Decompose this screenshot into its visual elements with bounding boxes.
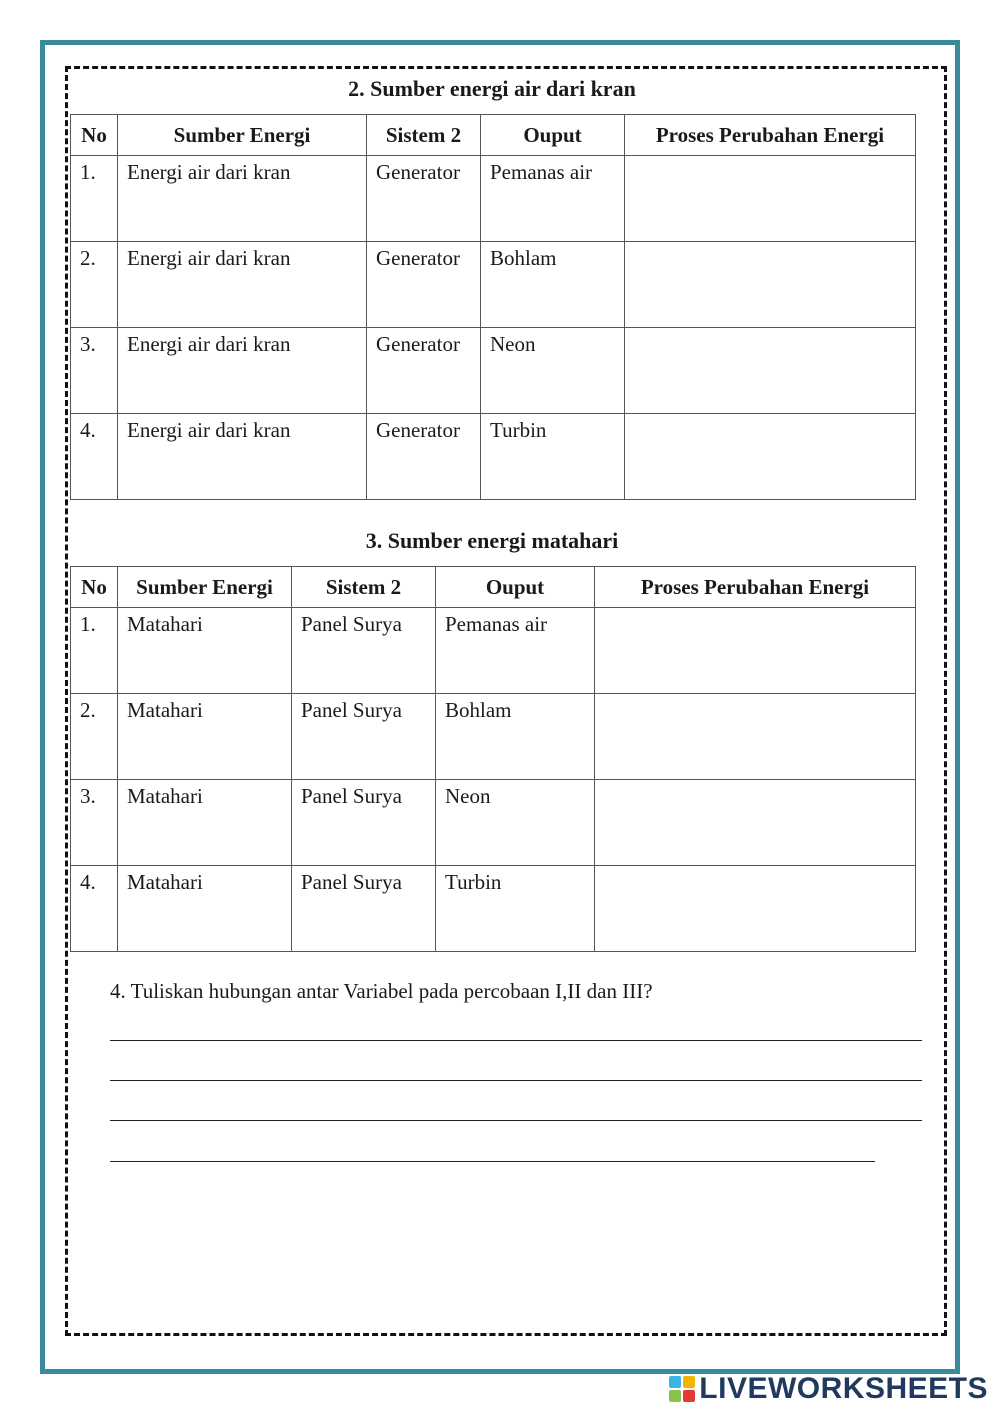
section-2-title: 2. Sumber energi air dari kran <box>348 76 636 101</box>
cell-sumber-energi: Energi air dari kran <box>118 328 367 414</box>
cell-sumber-energi: Energi air dari kran <box>118 414 367 500</box>
answer-cell-proses[interactable] <box>595 608 916 694</box>
cell-no: 1. <box>71 156 118 242</box>
header-no: No <box>71 115 118 156</box>
table-row <box>71 156 916 242</box>
table-row <box>71 780 916 866</box>
cell-ouput: Pemanas air <box>481 156 625 242</box>
cell-ouput: Bohlam <box>481 242 625 328</box>
cell-no: 4. <box>71 866 118 952</box>
answer-line-1[interactable] <box>110 1040 922 1041</box>
cell-ouput: Neon <box>436 780 595 866</box>
answer-cell-proses[interactable] <box>595 780 916 866</box>
header-no: No <box>71 567 118 608</box>
cell-sistem-2: Generator <box>367 414 481 500</box>
section-3-title: 3. Sumber energi matahari <box>365 528 619 553</box>
cell-no: 3. <box>71 328 118 414</box>
cell-ouput: Turbin <box>436 866 595 952</box>
table-energi-matahari <box>70 566 916 952</box>
header-proses-perubahan-energi: Proses Perubahan Energi <box>625 115 916 156</box>
table-row <box>71 866 916 952</box>
cell-sistem-2: Generator <box>367 328 481 414</box>
cell-sistem-2: Generator <box>367 242 481 328</box>
table-row <box>71 608 916 694</box>
table-row <box>71 414 916 500</box>
cell-sumber-energi: Energi air dari kran <box>118 242 367 328</box>
header-sumber-energi: Sumber Energi <box>118 567 292 608</box>
cell-sumber-energi: Matahari <box>118 608 292 694</box>
cell-sumber-energi: Matahari <box>118 694 292 780</box>
answer-cell-proses[interactable] <box>595 866 916 952</box>
cell-sistem-2: Panel Surya <box>292 780 436 866</box>
liveworksheets-logo <box>669 1372 988 1406</box>
cell-sumber-energi: Matahari <box>118 780 292 866</box>
table-header-row <box>71 567 916 608</box>
header-sistem-2: Sistem 2 <box>367 115 481 156</box>
answer-line-4[interactable] <box>110 1161 875 1162</box>
table-row <box>71 242 916 328</box>
cell-no: 2. <box>71 242 118 328</box>
table-energi-air <box>70 114 916 500</box>
answer-cell-proses[interactable] <box>625 328 916 414</box>
cell-sistem-2: Panel Surya <box>292 694 436 780</box>
cell-sistem-2: Panel Surya <box>292 866 436 952</box>
cell-no: 4. <box>71 414 118 500</box>
cell-ouput: Neon <box>481 328 625 414</box>
header-ouput: Ouput <box>436 567 595 608</box>
header-proses-perubahan-energi: Proses Perubahan Energi <box>595 567 916 608</box>
cell-no: 1. <box>71 608 118 694</box>
liveworksheets-wordmark: LIVEWORKSHEETS <box>699 1372 988 1405</box>
cell-sistem-2: Generator <box>367 156 481 242</box>
answer-cell-proses[interactable] <box>595 694 916 780</box>
cell-sistem-2: Panel Surya <box>292 608 436 694</box>
liveworksheets-icon <box>669 1376 695 1402</box>
table-header-row <box>71 115 916 156</box>
question-4-text: 4. Tuliskan hubungan antar Variabel pada percobaan I,II dan III? <box>110 979 653 1003</box>
table-row <box>71 694 916 780</box>
table-row <box>71 328 916 414</box>
cell-ouput: Turbin <box>481 414 625 500</box>
answer-cell-proses[interactable] <box>625 414 916 500</box>
header-ouput: Ouput <box>481 115 625 156</box>
cell-sumber-energi: Matahari <box>118 866 292 952</box>
cell-no: 2. <box>71 694 118 780</box>
cell-ouput: Pemanas air <box>436 608 595 694</box>
answer-cell-proses[interactable] <box>625 242 916 328</box>
cell-sumber-energi: Energi air dari kran <box>118 156 367 242</box>
answer-cell-proses[interactable] <box>625 156 916 242</box>
answer-line-3[interactable] <box>110 1120 922 1121</box>
header-sistem-2: Sistem 2 <box>292 567 436 608</box>
answer-line-2[interactable] <box>110 1080 922 1081</box>
header-sumber-energi: Sumber Energi <box>118 115 367 156</box>
cell-ouput: Bohlam <box>436 694 595 780</box>
cell-no: 3. <box>71 780 118 866</box>
